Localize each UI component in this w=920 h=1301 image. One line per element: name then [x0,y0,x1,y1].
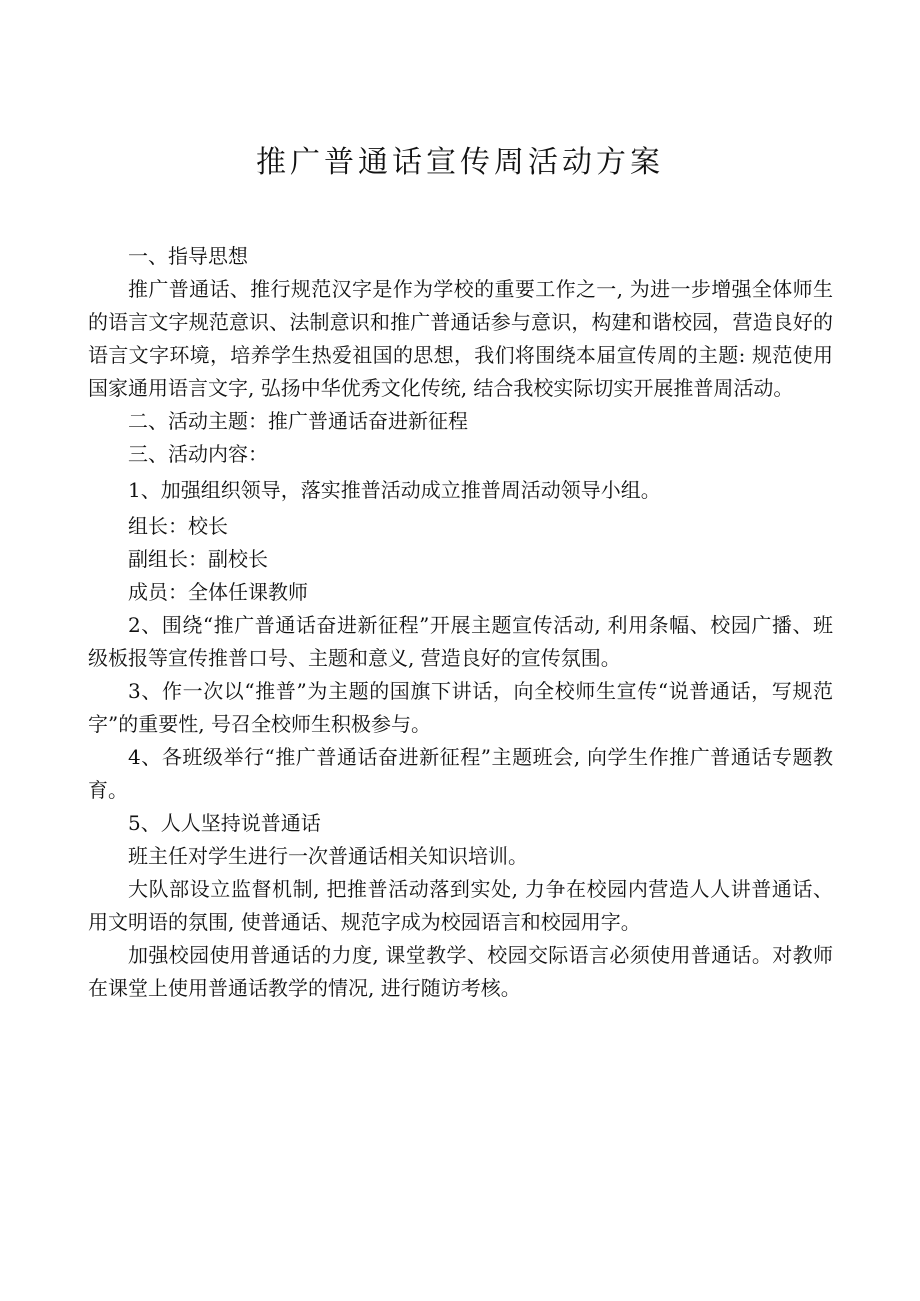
section-heading-activity-theme: 二、活动主题：推广普通话奋进新征程 [128,409,468,433]
item-4-class-meeting: 4、各班级举行“推广普通话奋进新征程”主题班会, 向学生作推广普通话专题教育。 [88,745,833,802]
paragraph-classroom-usage: 加强校园使用普通话的力度, 课堂教学、校园交际语言必须使用普通话。对教师在课堂上使用普通话教学的情况, 进行随访考核。 [88,943,833,1000]
item-3-flag-speech: 3、作一次以“推普”为主题的国旗下讲话，向全校师生宣传“说普通话，写规范字”的重要性, 号召全校师生积极参与。 [88,679,833,736]
section-heading-activity-content: 三、活动内容： [128,442,268,466]
members-line: 成员：全体任课教师 [128,580,308,604]
paragraph-supervision: 大队部设立监督机制, 把推普活动落到实处, 力争在校园内营造人人讲普通话、用文明语的氛围, 使普通话、规范字成为校园语言和校园用字。 [88,877,833,934]
section-heading-guiding-thought: 一、指导思想 [128,244,248,268]
item-2-publicity: 2、围绕“推广普通话奋进新征程”开展主题宣传活动, 利用条幅、校园广播、班级板报等宣传推普口号、主题和意义, 营造良好的宣传氛围。 [88,613,833,670]
document-body [88,240,833,1005]
paragraph-teacher-training: 班主任对学生进行一次普通话相关知识培训。 [128,844,528,868]
document-title: 推广普通话宣传周活动方案 [256,145,664,180]
item-5-speak-putonghua: 5、人人坚持说普通话 [128,811,321,835]
item-1-organization: 1、加强组织领导，落实推普活动成立推普周活动领导小组。 [128,478,661,502]
team-leader-line: 组长：校长 [128,514,228,538]
paragraph-guiding-thought: 推广普通话、推行规范汉字是作为学校的重要工作之一, 为进一步增强全体师生的语言文字规范意识、法制意识和推广普通话参与意识，构建和谐校园，营造良好的语言文字环境，培养学生热爱祖国的思想，我们将围绕本届宣传周的主题: 规范使用国家通用语言文字, 弘扬中华优秀文化传统, 结合我校实际切实开展推普周活动。 [88,277,833,400]
deputy-leader-line: 副组长：副校长 [128,547,268,571]
